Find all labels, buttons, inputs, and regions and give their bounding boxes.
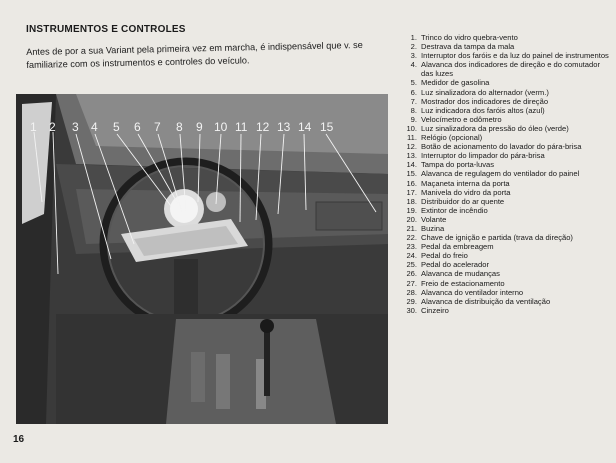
list-item-number: 18. xyxy=(406,196,417,206)
list-item-number: 11. xyxy=(407,133,417,143)
list-item-number: 15. xyxy=(406,169,417,179)
dashboard-illustration xyxy=(16,94,388,424)
list-item-number: 8. xyxy=(410,105,417,115)
list-item xyxy=(402,306,612,315)
list-item xyxy=(402,188,612,197)
list-item-number: 29. xyxy=(406,296,417,306)
list-item xyxy=(402,33,612,42)
list-item-number: 23. xyxy=(406,242,417,252)
callout-number: 7 xyxy=(154,120,161,134)
list-item-number: 13. xyxy=(406,151,417,161)
list-item-number: 6. xyxy=(410,87,417,97)
list-item-number: 22. xyxy=(406,233,417,243)
list-item xyxy=(402,297,612,306)
list-item-number: 3. xyxy=(410,51,417,61)
list-item-text: Pedal do acelerador xyxy=(421,260,489,270)
callout-number: 14 xyxy=(298,120,312,134)
intro-paragraph: Antes de por a sua Variant pela primeira vez em marcha, é indispensável que v. se familiarize com os instrumentos e controles do veículo. xyxy=(26,39,363,70)
component-list xyxy=(402,33,612,315)
list-item-number: 7. xyxy=(410,96,417,106)
list-item xyxy=(402,233,612,242)
callout-number: 9 xyxy=(196,120,203,134)
list-item xyxy=(402,133,612,142)
callout-number: 13 xyxy=(277,120,291,134)
dashboard-photo xyxy=(16,94,388,424)
list-item-number: 5. xyxy=(410,78,417,88)
list-item-text: Mostrador dos indicadores de direção xyxy=(421,96,549,106)
callout-number: 6 xyxy=(134,120,141,134)
list-item-number: 4. xyxy=(410,60,417,70)
list-item-text: Tampa do porta-luvas xyxy=(421,160,495,170)
list-item-text: Alavanca do ventilador interno xyxy=(421,287,524,297)
list-item-text: Relógio (opcional) xyxy=(421,133,483,143)
list-item-number: 2. xyxy=(410,42,417,52)
list-item-text: Interruptor do limpador do pára-brisa xyxy=(421,151,545,161)
list-item-text: Distribuidor do ar quente xyxy=(421,196,505,206)
list-item-text: Alavanca de regulagem do ventilador do painel xyxy=(421,169,580,179)
list-item xyxy=(402,251,612,260)
list-item-number: 20. xyxy=(406,214,417,224)
page-number: 16 xyxy=(13,434,25,445)
callout-number: 2 xyxy=(49,120,56,134)
list-item-text: Destrava da tampa da mala xyxy=(421,42,515,52)
list-item-number: 25. xyxy=(406,260,417,270)
callout-number: 8 xyxy=(176,120,183,134)
list-item-text: Velocímetro e odômetro xyxy=(421,114,502,124)
list-item-number: 30. xyxy=(406,305,417,315)
list-item-text: Luz indicadora dos faróis altos (azul) xyxy=(421,105,545,115)
list-item-number: 24. xyxy=(406,251,417,261)
list-item-text: Luz sinalizadora do alternador (verm.) xyxy=(421,87,549,97)
list-item-text: Alavanca de distribuição da ventilação xyxy=(421,296,551,306)
list-item-text: Extintor de incêndio xyxy=(421,205,488,215)
list-item xyxy=(402,169,612,178)
list-item xyxy=(402,124,612,133)
list-item xyxy=(402,215,612,224)
list-item-text: Freio de estacionamento xyxy=(421,278,505,288)
list-item xyxy=(402,269,612,278)
list-item-text: Manivela do vidro da porta xyxy=(421,187,511,197)
callout-number: 15 xyxy=(320,120,334,134)
list-item xyxy=(402,97,612,106)
list-item xyxy=(402,42,612,51)
list-item xyxy=(402,60,612,78)
list-item-number: 19. xyxy=(406,205,417,215)
list-item-number: 1. xyxy=(410,33,417,42)
list-item-text: Buzina xyxy=(421,223,445,233)
list-item xyxy=(402,242,612,251)
list-item xyxy=(402,88,612,97)
list-item-number: 28. xyxy=(406,287,417,297)
list-item xyxy=(402,142,612,151)
list-item-number: 10. xyxy=(406,123,417,133)
callout-number: 11 xyxy=(235,120,248,134)
list-item-text: Cinzeiro xyxy=(421,305,449,315)
list-item-text: Botão de acionamento do lavador do pára-brisa xyxy=(421,142,582,152)
list-item-text: Volante xyxy=(421,214,447,224)
list-item-text: Interruptor dos faróis e da luz do painel de instrumentos xyxy=(421,51,609,61)
list-item-text: Pedal do freio xyxy=(421,251,468,261)
list-item-text: Chave de ignição e partida (trava da direção) xyxy=(421,233,573,243)
list-item xyxy=(402,206,612,215)
list-item-text: Medidor de gasolina xyxy=(421,78,490,88)
list-item-number: 9. xyxy=(410,114,417,124)
list-item xyxy=(402,160,612,169)
list-item xyxy=(402,78,612,87)
list-item-text: Alavanca de mudanças xyxy=(421,269,500,279)
callout-number: 1 xyxy=(30,120,37,134)
callout-number: 12 xyxy=(256,120,270,134)
list-item-number: 16. xyxy=(406,178,417,188)
list-item xyxy=(402,279,612,288)
list-item-number: 12. xyxy=(406,142,417,152)
list-item-number: 17. xyxy=(406,187,417,197)
list-item-number: 21. xyxy=(406,223,417,233)
list-item xyxy=(402,224,612,233)
list-item xyxy=(402,179,612,188)
list-item-text: Maçaneta interna da porta xyxy=(421,178,510,188)
list-item-number: 14. xyxy=(406,160,417,170)
list-item-text: Alavanca dos indicadores de direção e do comutador das luzes xyxy=(421,60,600,79)
list-item xyxy=(402,197,612,206)
page-title: INSTRUMENTOS E CONTROLES xyxy=(26,24,186,35)
list-item xyxy=(402,115,612,124)
list-item-text: Luz sinalizadora da pressão do óleo (verde) xyxy=(421,123,569,133)
list-item-text: Pedal da embreagem xyxy=(421,242,494,252)
callout-number: 5 xyxy=(113,120,120,134)
list-item-number: 26. xyxy=(406,269,417,279)
list-item xyxy=(402,51,612,60)
callout-number: 10 xyxy=(214,120,228,134)
list-item xyxy=(402,151,612,160)
list-item xyxy=(402,260,612,269)
list-item-text: Trinco do vidro quebra-vento xyxy=(421,33,518,42)
list-item-number: 27. xyxy=(406,278,417,288)
callout-number: 3 xyxy=(72,120,79,134)
list-item xyxy=(402,288,612,297)
callout-number: 4 xyxy=(91,120,98,134)
list-item xyxy=(402,106,612,115)
